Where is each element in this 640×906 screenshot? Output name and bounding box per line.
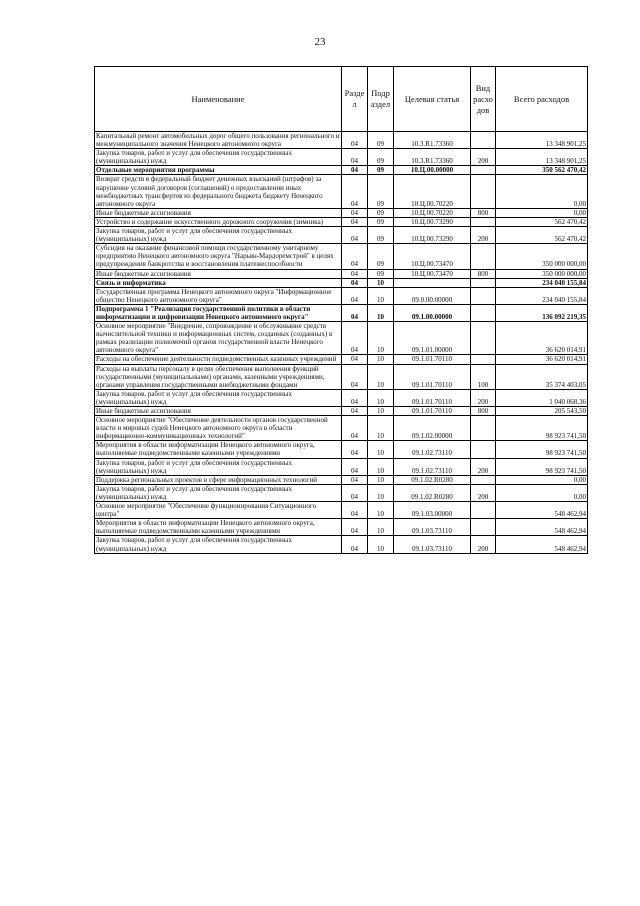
cell-razdel: 04	[342, 208, 368, 217]
table-row	[95, 407, 588, 416]
cell-vid	[471, 132, 496, 149]
cell-name: Связь и информатика	[95, 278, 342, 287]
cell-podrazdel: 09	[368, 208, 394, 217]
cell-statya: 09.1.01.00000	[394, 322, 471, 355]
cell-vid: 200	[471, 536, 496, 553]
table-row	[95, 217, 588, 226]
cell-razdel: 04	[342, 389, 368, 406]
cell-name: Основное мероприятие "Обеспечение деятельности органов государственной власти и мировых судей Ненецкого автономного округа в области информационно-коммуникационных технологий"	[95, 416, 342, 441]
cell-podrazdel: 10	[368, 484, 394, 501]
cell-podrazdel: 09	[368, 217, 394, 226]
cell-vid	[471, 441, 496, 458]
cell-total: 98 923 741,50	[496, 441, 588, 458]
cell-statya: 09.1.01.70110	[394, 364, 471, 389]
cell-podrazdel: 10	[368, 364, 394, 389]
header-razdel: Разде л	[342, 67, 368, 132]
cell-podrazdel: 09	[368, 132, 394, 149]
cell-total: 548 462,94	[496, 536, 588, 553]
cell-statya: 09.1.00.00000	[394, 304, 471, 321]
cell-podrazdel: 10	[368, 519, 394, 536]
table-row	[95, 484, 588, 501]
table-row	[95, 244, 588, 269]
cell-name: Закупка товаров, работ и услуг для обеспечения государственных (муниципальных) нужд	[95, 484, 342, 501]
cell-name: Возврат средств в федеральный бюджет денежных взысканий (штрафов) за нарушение условий договоров (соглашений) о предоставлении иных межбюджетных трансфертов из федерального бюджета бюджету Ненецкого автономного округа	[95, 175, 342, 208]
cell-name: Расходы на обеспечение деятельности подведомственных казенных учреждений	[95, 355, 342, 364]
cell-razdel: 04	[342, 416, 368, 441]
table-row	[95, 389, 588, 406]
table-row	[95, 364, 588, 389]
cell-statya: 09.1.03.73110	[394, 536, 471, 553]
cell-podrazdel: 10	[368, 502, 394, 519]
table-row	[95, 458, 588, 475]
cell-podrazdel: 09	[368, 244, 394, 269]
cell-vid	[471, 322, 496, 355]
cell-podrazdel: 10	[368, 355, 394, 364]
cell-vid	[471, 166, 496, 175]
cell-vid	[471, 244, 496, 269]
cell-podrazdel: 10	[368, 278, 394, 287]
cell-podrazdel: 10	[368, 322, 394, 355]
cell-statya: 10.Ц.00.73470	[394, 269, 471, 278]
cell-statya: 10.Ц.00.00000	[394, 166, 471, 175]
cell-razdel: 04	[342, 287, 368, 304]
cell-vid	[471, 287, 496, 304]
cell-podrazdel: 09	[368, 149, 394, 166]
table-row	[95, 132, 588, 149]
cell-podrazdel: 10	[368, 458, 394, 475]
header-row	[95, 67, 588, 132]
cell-total: 1 040 068,36	[496, 389, 588, 406]
header-total: Всего расходов	[496, 67, 588, 132]
cell-total: 0,00	[496, 475, 588, 484]
cell-total: 548 462,94	[496, 519, 588, 536]
page-number: 23	[314, 36, 326, 48]
cell-vid	[471, 304, 496, 321]
table-row	[95, 278, 588, 287]
table-body	[95, 132, 588, 554]
cell-vid	[471, 502, 496, 519]
cell-razdel: 04	[342, 364, 368, 389]
cell-total: 205 543,50	[496, 407, 588, 416]
cell-name: Государственная программа Ненецкого автономного округа "Информационное общество Ненецкого автономного округа"	[95, 287, 342, 304]
cell-name: Закупка товаров, работ и услуг для обеспечения государственных (муниципальных) нужд	[95, 389, 342, 406]
cell-vid: 800	[471, 407, 496, 416]
cell-podrazdel: 10	[368, 475, 394, 484]
cell-razdel: 04	[342, 536, 368, 553]
table-row	[95, 287, 588, 304]
table-row	[95, 175, 588, 208]
cell-vid	[471, 217, 496, 226]
cell-statya: 10.3.R1.73360	[394, 149, 471, 166]
table-row	[95, 502, 588, 519]
header-vid: Вид расхо дов	[471, 67, 496, 132]
table-row	[95, 441, 588, 458]
budget-table	[94, 66, 588, 554]
cell-podrazdel: 10	[368, 304, 394, 321]
table-row	[95, 166, 588, 175]
table-row	[95, 208, 588, 217]
cell-name: Закупка товаров, работ и услуг для обеспечения государственных (муниципальных) нужд	[95, 149, 342, 166]
header-statya: Целевая статья	[394, 67, 471, 132]
cell-total: 548 462,94	[496, 502, 588, 519]
cell-podrazdel: 10	[368, 287, 394, 304]
cell-vid: 200	[471, 389, 496, 406]
cell-vid: 200	[471, 484, 496, 501]
cell-razdel: 04	[342, 458, 368, 475]
cell-statya: 10.Ц.00.73470	[394, 244, 471, 269]
cell-total: 98 923 741,50	[496, 416, 588, 441]
cell-vid: 200	[471, 149, 496, 166]
cell-statya: 09.1.01.70110	[394, 389, 471, 406]
cell-razdel: 04	[342, 278, 368, 287]
cell-podrazdel: 10	[368, 407, 394, 416]
table-row	[95, 475, 588, 484]
cell-total: 13 348 901,25	[496, 132, 588, 149]
cell-razdel: 04	[342, 244, 368, 269]
cell-total: 35 374 403,05	[496, 364, 588, 389]
table-row	[95, 304, 588, 321]
cell-razdel: 04	[342, 149, 368, 166]
cell-name: Иные бюджетные ассигнования	[95, 407, 342, 416]
header-name: Наименование	[95, 67, 342, 132]
table-row	[95, 227, 588, 244]
cell-vid	[471, 519, 496, 536]
cell-statya: 09.1.02.73110	[394, 441, 471, 458]
cell-podrazdel: 10	[368, 416, 394, 441]
cell-vid: 200	[471, 227, 496, 244]
cell-podrazdel: 09	[368, 175, 394, 208]
cell-vid: 200	[471, 458, 496, 475]
cell-vid	[471, 278, 496, 287]
cell-total: 562 470,42	[496, 217, 588, 226]
cell-statya: 09.0.00.00000	[394, 287, 471, 304]
cell-total: 350 562 470,42	[496, 166, 588, 175]
cell-total: 234 040 155,84	[496, 287, 588, 304]
cell-podrazdel: 09	[368, 227, 394, 244]
cell-name: Капитальный ремонт автомобильных дорог общего пользования регионального и межмуниципального значения Ненецкого автономного округа	[96, 132, 340, 149]
cell-total: 36 620 014,91	[496, 355, 588, 364]
table-row	[95, 269, 588, 278]
cell-podrazdel: 10	[368, 441, 394, 458]
cell-razdel: 04	[342, 132, 368, 149]
cell-razdel: 04	[342, 166, 368, 175]
cell-razdel: 04	[342, 304, 368, 321]
cell-name: Субсидия на оказание финансовой помощи государственному унитарному предприятию Ненецкого автономного округа "Нарьян-Мардоремстрой" в целях предупреждения банкротства и восстановления платежеспособности	[95, 244, 342, 269]
cell-vid: 800	[471, 269, 496, 278]
cell-razdel: 04	[342, 484, 368, 501]
cell-podrazdel: 09	[368, 166, 394, 175]
table-row	[95, 149, 588, 166]
cell-total: 136 092 219,35	[496, 304, 588, 321]
cell-name: Поддержка региональных проектов в сфере информационных технологий	[95, 475, 342, 484]
cell-total: 13 348 901,25	[496, 149, 588, 166]
cell-name: Отдельные мероприятия программы	[95, 166, 342, 175]
cell-statya: 09.1.03.73110	[394, 519, 471, 536]
cell-razdel: 04	[342, 217, 368, 226]
cell-name: Закупка товаров, работ и услуг для обеспечения государственных (муниципальных) нужд	[95, 536, 342, 553]
cell-name: Закупка товаров, работ и услуг для обеспечения государственных (муниципальных) нужд	[95, 227, 342, 244]
cell-razdel: 04	[342, 355, 368, 364]
cell-statya: 09.1.02.R0280	[394, 484, 471, 501]
cell-name: Иные бюджетные ассигнования	[95, 269, 342, 278]
cell-name: Основное мероприятие "Обеспечение функционирования Ситуационного центра"	[95, 502, 342, 519]
cell-razdel: 04	[342, 502, 368, 519]
cell-total: 234 040 155,84	[496, 278, 588, 287]
cell-total: 0,00	[496, 484, 588, 501]
cell-razdel: 04	[342, 227, 368, 244]
cell-vid	[471, 416, 496, 441]
cell-name: Расходы на выплаты персоналу в целях обеспечения выполнения функций государственными (муниципальными) органами, казенными учреждениями, органами управления государственными внебюджетными фондами	[95, 364, 342, 389]
cell-statya: 10.3.R1.73360	[394, 132, 471, 149]
table-row	[95, 322, 588, 355]
cell-podrazdel: 10	[368, 536, 394, 553]
cell-vid: 800	[471, 208, 496, 217]
cell-total: 350 000 000,00	[496, 244, 588, 269]
cell-total: 562 470,42	[496, 227, 588, 244]
cell-name: Мероприятия в области информатизации Ненецкого автономного округа, выполняемые подведомственными казенными учреждениями	[95, 519, 342, 536]
cell-razdel: 04	[342, 475, 368, 484]
cell-statya: 09.1.01.70110	[394, 355, 471, 364]
cell-statya: 09.1.02.00000	[394, 416, 471, 441]
cell-statya: 10.Ц.00.73290	[394, 227, 471, 244]
cell-statya: 09.1.02.R0280	[394, 475, 471, 484]
cell-statya: 09.1.02.73110	[394, 458, 471, 475]
cell-vid	[471, 475, 496, 484]
header-podrazdel: Подр аздел	[368, 67, 394, 132]
cell-razdel: 04	[342, 407, 368, 416]
cell-name: Подпрограмма 1 "Реализация государственной политики в области информатизации и цифровизации Ненецкого автономного округа"	[95, 304, 342, 321]
cell-name: Мероприятия в области информатизации Ненецкого автономного округа, выполняемые подведомственными казенными учреждениями	[95, 441, 342, 458]
cell-name: Основное мероприятие "Внедрение, сопровождение и обслуживание средств вычислительной техники и информационных систем, созданных (созданных) в рамках реализации полномочий органов государственной власти Ненецкого автономного округа"	[95, 322, 342, 355]
cell-statya	[394, 278, 471, 287]
cell-name: Иные бюджетные ассигнования	[95, 208, 342, 217]
cell-razdel: 04	[342, 175, 368, 208]
cell-total: 36 620 014,91	[496, 322, 588, 355]
cell-name: Устройство и содержание искусственного дорожного сооружения (зимника)	[95, 217, 342, 226]
cell-statya: 10.Ц.00.70220	[394, 175, 471, 208]
table-row	[95, 536, 588, 553]
cell-statya: 09.1.01.70110	[394, 407, 471, 416]
cell-razdel: 04	[342, 322, 368, 355]
cell-statya: 09.1.03.00000	[394, 502, 471, 519]
cell-statya: 10.Ц.00.73290	[394, 217, 471, 226]
cell-vid	[471, 175, 496, 208]
cell-razdel: 04	[342, 519, 368, 536]
cell-total: 0,00	[496, 175, 588, 208]
cell-podrazdel: 09	[368, 269, 394, 278]
table-row	[95, 355, 588, 364]
cell-statya: 10.Ц.00.70220	[394, 208, 471, 217]
table-row	[95, 416, 588, 441]
cell-vid: 100	[471, 364, 496, 389]
cell-razdel: 04	[342, 441, 368, 458]
cell-total: 0,00	[496, 208, 588, 217]
cell-total: 350 000 000,00	[496, 269, 588, 278]
cell-podrazdel: 10	[368, 389, 394, 406]
table-row	[95, 519, 588, 536]
cell-total: 98 923 741,50	[496, 458, 588, 475]
cell-vid	[471, 355, 496, 364]
cell-razdel: 04	[342, 269, 368, 278]
cell-name: Закупка товаров, работ и услуг для обеспечения государственных (муниципальных) нужд	[95, 458, 342, 475]
